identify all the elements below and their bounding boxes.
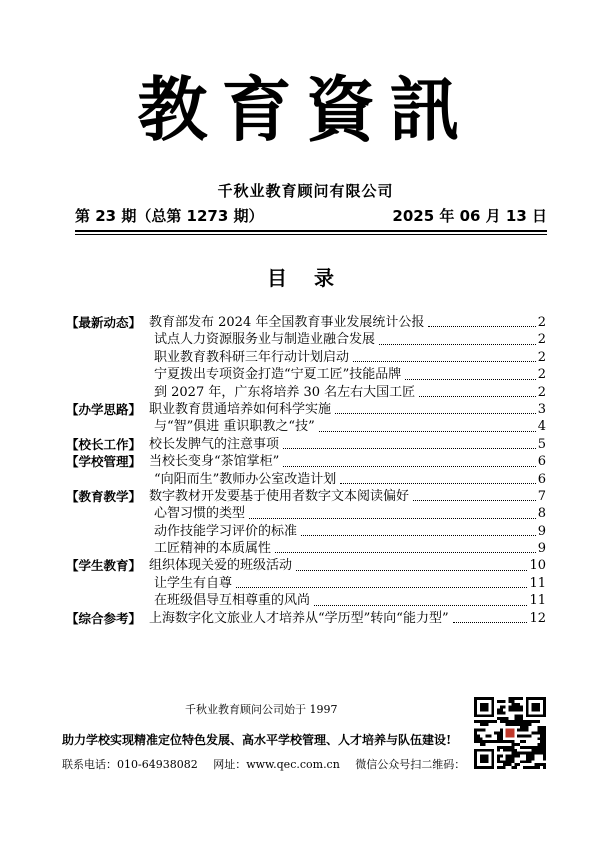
header-rule (75, 230, 547, 232)
toc-entry[interactable] (154, 592, 546, 609)
toc-leader-dots (453, 621, 528, 623)
toc-entry[interactable] (154, 471, 546, 488)
toc-category: 【教育教学】 (66, 488, 142, 504)
toc-entry[interactable] (149, 488, 546, 505)
footer-wechat: 微信公众号扫二维码： (355, 758, 466, 771)
toc-entry-title: 职业教育教科研三年行动计划启动 (154, 349, 350, 365)
toc-row[interactable] (66, 349, 546, 366)
toc-page-number: 9 (537, 541, 546, 557)
toc-entry-title: 数字教材开发要基于使用者数字文本阅读偏好 (149, 488, 410, 504)
toc-page-number: 2 (537, 332, 546, 348)
toc-entry[interactable] (154, 418, 546, 435)
toc-heading: 目 录 (267, 266, 344, 290)
toc-entry[interactable] (154, 366, 546, 383)
issue-number: 第 23 期（总第 1273 期） (75, 207, 264, 225)
toc-leader-dots (236, 586, 527, 588)
toc-entry[interactable] (154, 540, 546, 557)
toc-page-number: 3 (537, 401, 546, 417)
toc-row[interactable] (66, 401, 546, 418)
toc-row[interactable] (66, 488, 546, 505)
toc-page-number: 11 (529, 575, 546, 591)
toc-row[interactable] (66, 314, 546, 331)
toc-entry-title: 教育部发布 2024 年全国教育事业发展统计公报 (149, 315, 425, 330)
toc-row[interactable] (66, 523, 546, 540)
toc-entry[interactable] (154, 523, 546, 540)
toc-entry[interactable] (149, 610, 546, 627)
toc-leader-dots (314, 604, 527, 606)
toc-entry-title: 试点人力资源服务业与制造业融合发展 (154, 332, 376, 348)
toc-row[interactable] (66, 557, 546, 574)
toc-entry-title: 让学生有自尊 (154, 575, 233, 591)
toc-entry-title: 到 2027 年，广东将培养 30 名左右大国工匠 (154, 384, 416, 400)
toc-leader-dots (283, 465, 535, 467)
toc-row[interactable] (66, 540, 546, 557)
toc-entry[interactable] (154, 575, 546, 592)
toc-leader-dots (419, 395, 536, 397)
toc-entry[interactable] (149, 453, 546, 470)
footer-contact (62, 756, 477, 772)
toc-leader-dots (301, 534, 536, 536)
toc-leader-dots (379, 343, 536, 345)
toc-category: 【学校管理】 (66, 454, 142, 470)
toc-entry-title: “向阳而生”教师办公室改造计划 (154, 471, 337, 487)
toc-leader-dots (428, 325, 535, 327)
footer-slogan: 助力学校实现精准定位特色发展、高水平学校管理、人才培养与队伍建设! (62, 733, 452, 747)
toc-row[interactable] (66, 505, 546, 522)
toc-page-number: 11 (529, 593, 546, 609)
toc-row[interactable] (66, 418, 546, 435)
toc-entry-title: 工匠精神的本质属性 (154, 541, 272, 557)
toc-entry[interactable] (149, 436, 546, 453)
company-name: 千秋业教育顾问有限公司 (217, 182, 394, 200)
toc-category: 【综合参考】 (66, 610, 142, 626)
toc-entry[interactable] (149, 557, 546, 574)
toc-leader-dots (319, 430, 536, 432)
footer-founded: 千秋业教育顾问公司始于 1997 (185, 703, 338, 716)
toc-entry[interactable] (154, 505, 546, 522)
header-rule-thin (75, 234, 547, 235)
toc-entry[interactable] (149, 314, 546, 331)
toc-leader-dots (296, 569, 527, 571)
toc-leader-dots (413, 499, 536, 501)
toc-leader-dots (353, 360, 536, 362)
toc-entry-title: 上海数字化文旅业人才培养从“学历型”转向“能力型” (149, 610, 449, 626)
toc-page-number: 8 (537, 506, 546, 522)
table-of-contents (66, 314, 546, 627)
toc-row[interactable] (66, 366, 546, 383)
toc-row[interactable] (66, 575, 546, 592)
toc-entry[interactable] (154, 384, 546, 401)
toc-category: 【学生教育】 (66, 558, 142, 574)
toc-row[interactable] (66, 436, 546, 453)
toc-page-number: 2 (537, 367, 546, 383)
toc-entry[interactable] (149, 401, 546, 418)
toc-entry-title: 与“智”俱进 重识职教之“技” (154, 419, 315, 435)
toc-entry-title: 宁夏拨出专项资金打造“宁夏工匠”技能品牌 (154, 367, 402, 383)
toc-leader-dots (405, 378, 535, 380)
toc-leader-dots (283, 447, 536, 449)
masthead-title: 教育資訊 (137, 68, 474, 151)
toc-page-number: 7 (537, 488, 546, 504)
toc-page-number: 12 (529, 610, 546, 626)
toc-row[interactable] (66, 471, 546, 488)
toc-entry-title: 组织体现关爱的班级活动 (149, 558, 293, 574)
toc-page-number: 2 (537, 315, 546, 330)
toc-page-number: 10 (529, 558, 546, 574)
toc-row[interactable] (66, 592, 546, 609)
toc-entry[interactable] (154, 331, 546, 348)
toc-row[interactable] (66, 453, 546, 470)
toc-leader-dots (340, 482, 535, 484)
toc-entry-title: 在班级倡导互相尊重的风尚 (154, 593, 311, 609)
toc-entry-title: 心智习惯的类型 (154, 506, 246, 522)
toc-entry[interactable] (154, 349, 546, 366)
toc-entry-title: 当校长变身“茶馆掌柜” (149, 454, 280, 470)
toc-row[interactable] (66, 610, 546, 627)
toc-row[interactable] (66, 384, 546, 401)
toc-category: 【校长工作】 (66, 436, 142, 452)
toc-page-number: 6 (537, 454, 546, 470)
toc-entry-title: 职业教育贯通培养如何科学实施 (149, 401, 332, 417)
issue-info (75, 205, 547, 227)
issue-date: 2025 年 06 月 13 日 (392, 207, 547, 225)
footer-phone: 联系电话：010-64938082 (62, 758, 198, 771)
toc-page-number: 9 (537, 523, 546, 539)
toc-entry-title: 动作技能学习评价的标准 (154, 523, 298, 539)
qr-code-icon[interactable] (474, 697, 546, 769)
toc-page-number: 5 (537, 436, 546, 452)
toc-page-number: 2 (537, 349, 546, 365)
toc-entry-title: 校长发脾气的注意事项 (149, 436, 280, 452)
footer-website[interactable]: 网址：www.qec.com.cn (213, 758, 340, 771)
toc-leader-dots (275, 551, 536, 553)
toc-page-number: 4 (537, 419, 546, 435)
toc-page-number: 2 (537, 384, 546, 400)
toc-category: 【最新动态】 (66, 315, 142, 330)
toc-row[interactable] (66, 331, 546, 348)
toc-page-number: 6 (537, 471, 546, 487)
toc-leader-dots (249, 517, 536, 519)
toc-category: 【办学思路】 (66, 401, 142, 417)
toc-leader-dots (335, 412, 536, 414)
